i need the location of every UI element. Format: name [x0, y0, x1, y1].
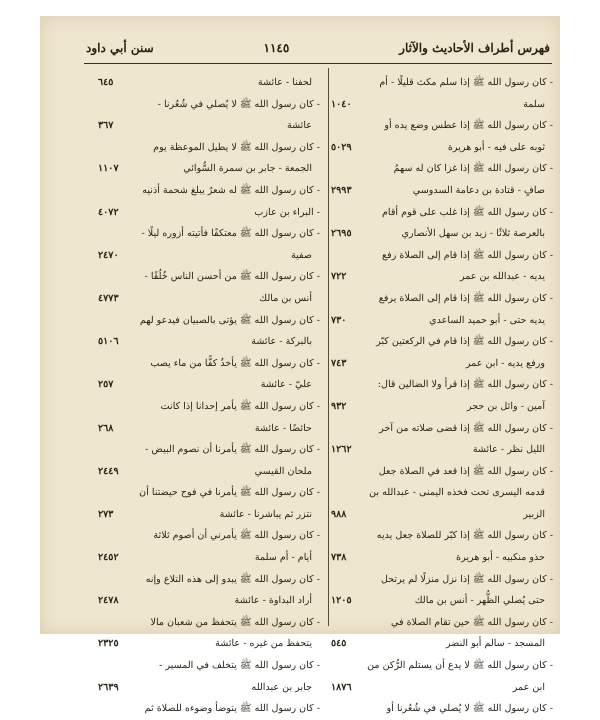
entry-text: - كان رسول الله ﷺ يأمرنا في فوح حيضتنا أن [139, 487, 320, 499]
entry-text: - كان رسول الله ﷺ من أحسن الناس خُلُقًا - [144, 271, 320, 283]
index-entry-line [331, 504, 553, 526]
entry-text: يديه حتى - أبو حميد الساعدي [429, 314, 545, 326]
entry-text: يديه - عبدالله بن عمر [459, 271, 545, 283]
right-column [331, 72, 553, 720]
index-entry-line [331, 418, 553, 440]
index-entry-line [331, 482, 553, 504]
hadith-number: ٢٧٣ [98, 508, 114, 520]
index-entry-line [98, 353, 320, 375]
hadith-number: ٧٣٨ [331, 552, 347, 564]
index-entry-line [98, 396, 320, 418]
hadith-number: ٥١٠٦ [98, 336, 119, 348]
entry-text: عائشة [286, 120, 312, 132]
hadith-number: ٢٦٩٥ [331, 228, 352, 240]
entry-text: - كان رسول الله ﷺ إذا قضى صلاته من آخر [379, 422, 553, 434]
index-entry-line [98, 158, 320, 180]
index-entry-line [331, 525, 553, 547]
entry-text: قدمه اليسرى تحت فخذه اليمنى - عبدالله بن [369, 487, 545, 499]
index-entry-line [331, 677, 553, 699]
entry-text: - كان رسول الله ﷺ إذا قام إلى الصلاة يرفع [378, 292, 553, 304]
entry-text: - كان رسول الله ﷺ إذا قعد في الصلاة جعل [378, 465, 553, 477]
hadith-number: ١٢٠٥ [331, 595, 352, 607]
index-entry-line [98, 72, 320, 94]
page-number: ١١٤٥ [263, 41, 290, 55]
entry-text: - كان رسول الله ﷺ يتخلف في المسير - [159, 660, 320, 672]
index-entry-line [331, 655, 553, 677]
entry-text: لحفنا - عائشة [257, 77, 312, 88]
hadith-number: ٢٤٥٢ [98, 552, 119, 564]
entry-text: - كان رسول الله ﷺ له شعرٌ يبلغ شحمة أذنيه [142, 184, 320, 196]
index-entry-line [98, 677, 320, 699]
index-entry-line [331, 439, 553, 461]
index-entry-line [331, 612, 553, 634]
entry-text: - كان رسول الله ﷺ يتحفظ من شعبان مالا [150, 616, 320, 628]
index-entry-line [98, 418, 320, 440]
index-entry-line [98, 461, 320, 483]
index-entry-line [98, 612, 320, 634]
entry-text: - كان رسول الله ﷺ لا يطيل الموعظة يوم [153, 141, 320, 153]
hadith-number: ٣٦٧ [98, 120, 114, 132]
hadith-number: ١٢٦٢ [331, 444, 352, 456]
hadith-number: ٤٧٧٣ [98, 292, 119, 304]
running-head: سنن أبي داود [86, 41, 154, 55]
hadith-number: ٢٦٣٩ [98, 681, 119, 693]
entry-text: آمين - وائل بن حجر [466, 400, 545, 412]
hadith-number: ٢٦٨ [98, 422, 114, 434]
hadith-number: ٧٢٢ [331, 271, 347, 283]
index-entry-line [331, 266, 553, 288]
index-entry-line [98, 698, 320, 720]
entry-text: حتى يُصلي الظُّهر - أنس بن مالك [414, 595, 545, 607]
hadith-number: ٩٨٨ [331, 508, 347, 520]
entry-text: الزبير [523, 508, 545, 520]
page-header [86, 36, 550, 60]
entry-text: - كان رسول الله ﷺ إذا عطس وضع يده أو [384, 120, 553, 132]
entry-text: ثوبه على فيه - أبو هريرة [447, 141, 545, 153]
column-divider [328, 68, 329, 626]
index-entry-line [98, 633, 320, 655]
index-entry-line [331, 396, 553, 418]
entry-text: - كان رسول الله ﷺ يأخذُ كفًّا من ماء يصب [150, 357, 320, 369]
entry-text: - كان رسول الله ﷺ إذا نزل منزلًا لم يرتحل [380, 573, 553, 585]
left-column [98, 72, 320, 720]
index-entry-line [331, 698, 553, 720]
index-entry-line [98, 374, 320, 396]
entry-text: بالبركة - عائشة [251, 336, 312, 348]
hadith-number: ٦٤٥ [98, 77, 114, 88]
index-entry-line [331, 288, 553, 310]
entry-text: - كان رسول الله ﷺ إذا كبّر للصلاة جعل يديه [376, 530, 553, 542]
index-entry-line [98, 202, 320, 224]
index-entry-line [331, 310, 553, 332]
index-entry-line [331, 353, 553, 375]
index-entry-line [98, 310, 320, 332]
entry-text: عليّ - عائشة [260, 379, 312, 391]
hadith-number: ٢٥٧ [98, 379, 114, 391]
index-entry-line [331, 202, 553, 224]
entry-text: صافٍ - قتادة بن دعامة السدوسي [412, 184, 545, 196]
entry-text: ورفع يديه - ابن عمر [465, 357, 545, 369]
index-entry-line [331, 245, 553, 267]
index-entry-line [331, 223, 553, 245]
header-rule [84, 63, 552, 64]
index-entry-line [98, 94, 320, 116]
index-entry-line [331, 72, 553, 94]
entry-text: - كان رسول الله ﷺ إذا قرأ ولا الضالين قال: [377, 379, 553, 391]
entry-text: - كان رسول الله ﷺ حين تقام الصلاة في [390, 616, 553, 628]
index-entry-line [98, 180, 320, 202]
index-entry-line [98, 439, 320, 461]
hadith-number: ٥٠٢٩ [331, 141, 352, 153]
hadith-number: ٢٤٧٨ [98, 595, 119, 607]
index-entry-line [98, 590, 320, 612]
entry-text: أنس بن مالك [259, 292, 312, 304]
entry-text: - كان رسول الله ﷺ يؤتى بالصبيان فيدعو لهم [139, 314, 320, 326]
index-entry-line [98, 525, 320, 547]
entry-text: - كان رسول الله ﷺ لا يُصلي في شُعُرنا أو [386, 703, 553, 715]
entry-text: سلمة [523, 98, 545, 110]
entry-text: - كان رسول الله ﷺ يتوضأ وضوءه للصلاة ثم [144, 703, 320, 715]
entry-text: - البراء بن عازب [254, 206, 320, 218]
entry-text: الجمعة - جابر بن سمرة السُّوائي [183, 163, 312, 175]
entry-text: - كان رسول الله ﷺ يأمرنا أن نصوم البيض - [145, 444, 320, 456]
hadith-number: ١١٠٧ [98, 163, 119, 175]
hadith-number: ٤٠٧٢ [98, 206, 119, 218]
entry-text: حائضًا - عائشة [254, 422, 312, 434]
hadith-number: ٧٤٣ [331, 357, 347, 369]
index-entry-line [331, 569, 553, 591]
entry-text: أراد البداوة - عائشة [234, 595, 312, 607]
entry-text: حذو منكبيه - أبو هريرة [456, 552, 545, 564]
hadith-number: ١٠٤٠ [331, 98, 352, 110]
entry-text: ملحان القيسي [254, 465, 312, 477]
hadith-number: ١٨٧٦ [331, 681, 352, 693]
entry-text: - كان رسول الله ﷺ معتكفًا فأتيته أزوره ليلًا - [141, 228, 320, 240]
entry-text: صفية [290, 249, 312, 261]
index-entry-line [98, 223, 320, 245]
entry-text: - كان رسول الله ﷺ إذا قام في الركعتين كبّر [376, 336, 553, 348]
index-entry-line [331, 158, 553, 180]
index-entry-line [98, 245, 320, 267]
book-title: فهرس أطراف الأحاديث والآثار [399, 41, 550, 55]
index-entry-line [331, 180, 553, 202]
index-entry-line [98, 266, 320, 288]
entry-text: - كان رسول الله ﷺ لا يُصلي في شُعُرنا - [157, 98, 320, 110]
hadith-number: ٢٣٢٥ [98, 638, 119, 650]
entry-text: نتزر ثم يباشرنا - عائشة [219, 508, 312, 520]
entry-text: - كان رسول الله ﷺ إذا غزا كان له سهمُ [393, 163, 553, 175]
index-entry-line [98, 331, 320, 353]
entry-text: بالعرصة ثلاثًا - زيد بن سهل الأنصاري [401, 228, 545, 240]
index-entry-line [331, 547, 553, 569]
entry-text: - كان رسول الله ﷺ يأمر إحدانا إذا كانت [160, 400, 320, 412]
hadith-number: ٢٩٩٣ [331, 184, 352, 196]
hadith-number: ٩٣٢ [331, 400, 347, 412]
entry-text: الليل نظر - عائشة [472, 444, 545, 456]
hadith-number: ٧٣٠ [331, 314, 347, 326]
index-entry-line [331, 633, 553, 655]
index-entry-line [331, 137, 553, 159]
entry-text: ابن عمر [512, 681, 545, 693]
entry-text: - كان رسول الله ﷺ يأمرني أن أصوم ثلاثة [153, 530, 320, 542]
entry-text: جابر بن عبدالله [251, 681, 312, 693]
index-entry-line [98, 547, 320, 569]
index-entry-line [331, 331, 553, 353]
entry-text: - كان رسول الله ﷺ إذا سلم مكث قليلًا - أم [379, 77, 553, 88]
book-page [40, 16, 560, 715]
index-entry-line [98, 569, 320, 591]
index-entry-line [331, 115, 553, 137]
index-entry-line [98, 504, 320, 526]
index-entry-line [331, 590, 553, 612]
index-entry-line [331, 461, 553, 483]
entry-text: - كان رسول الله ﷺ لا يدع أن يستلم الرُّكن من [367, 660, 553, 672]
entry-text: يتحفظ من غيره - عائشة [215, 638, 312, 650]
entry-text: - كان رسول الله ﷺ إذا غلب على قوم أقام [381, 206, 553, 218]
index-entry-line [331, 94, 553, 116]
entry-text: المسجد - سالم أبو النضر [445, 638, 545, 650]
index-entry-line [98, 288, 320, 310]
entry-text: - كان رسول الله ﷺ إذا قام إلى الصلاة رفع [382, 249, 553, 261]
hadith-number: ٢٤٧٠ [98, 249, 119, 261]
entry-text: - كان رسول الله ﷺ يبدو إلى هذه التلاع وإنه [145, 573, 320, 585]
index-entry-line [98, 482, 320, 504]
index-entry-line [98, 655, 320, 677]
hadith-number: ٢٤٤٩ [98, 465, 119, 477]
hadith-number: ٥٤٥ [331, 638, 347, 650]
index-entry-line [98, 115, 320, 137]
index-entry-line [331, 374, 553, 396]
entry-text: أيام - أم سلمة [254, 552, 312, 564]
index-entry-line [98, 137, 320, 159]
